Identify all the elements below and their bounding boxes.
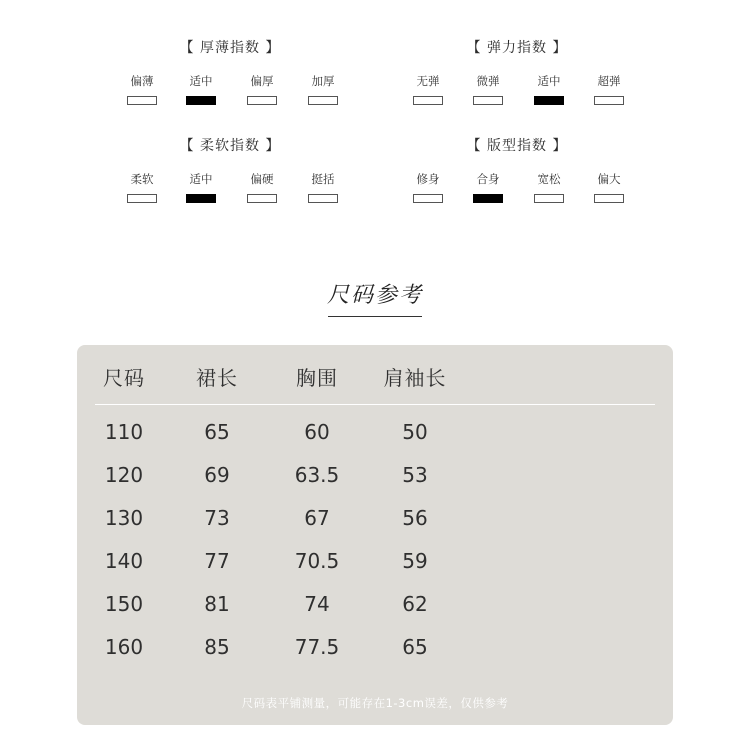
option-label: 偏薄 <box>130 74 154 88</box>
size-chart-table <box>77 345 673 725</box>
option-label: 挺括 <box>311 172 335 186</box>
table-cell: 81 <box>204 592 230 616</box>
column-header-size: 尺码 <box>103 366 145 390</box>
table-row <box>77 546 673 576</box>
option-label: 偏厚 <box>250 74 274 88</box>
table-cell: 67 <box>304 506 330 530</box>
header-divider <box>95 404 655 405</box>
option-indicator-selected <box>534 96 564 105</box>
table-cell: 150 <box>104 592 144 616</box>
option-indicator <box>308 96 338 105</box>
option-indicator <box>413 96 443 105</box>
elasticity-option <box>593 73 625 105</box>
option-indicator <box>127 194 157 203</box>
option-indicator-selected <box>186 96 216 105</box>
option-label: 合身 <box>476 172 500 186</box>
table-cell: 160 <box>104 635 144 659</box>
table-cell: 53 <box>402 463 428 487</box>
option-label: 加厚 <box>311 74 335 88</box>
table-cell: 120 <box>104 463 144 487</box>
elasticity-option <box>472 73 504 105</box>
table-cell: 77 <box>204 549 230 573</box>
softness-index-title: 【 柔软指数 】 <box>179 138 281 154</box>
option-indicator <box>413 194 443 203</box>
column-header-shoulder-sleeve: 肩袖长 <box>383 366 447 390</box>
option-indicator <box>127 96 157 105</box>
option-label: 无弹 <box>416 74 440 88</box>
table-cell: 62 <box>402 592 428 616</box>
thickness-option <box>246 73 278 105</box>
table-cell: 65 <box>204 420 230 444</box>
softness-option <box>307 171 339 203</box>
option-label: 适中 <box>189 172 213 186</box>
option-label: 微弹 <box>476 74 500 88</box>
table-cell: 59 <box>402 549 428 573</box>
elasticity-option <box>533 73 565 105</box>
option-label: 柔软 <box>130 172 154 186</box>
table-cell: 77.5 <box>294 635 340 659</box>
table-cell: 63.5 <box>294 463 340 487</box>
fit-option <box>593 171 625 203</box>
thickness-option <box>185 73 217 105</box>
table-row <box>77 460 673 490</box>
table-cell: 110 <box>104 420 144 444</box>
measurement-note: 尺码表平铺测量，可能存在1-3cm误差，仅供参考 <box>241 696 509 710</box>
fit-option <box>533 171 565 203</box>
option-label: 适中 <box>189 74 213 88</box>
heading-underline <box>328 316 422 317</box>
thickness-option <box>307 73 339 105</box>
option-indicator <box>308 194 338 203</box>
table-row <box>77 503 673 533</box>
option-label: 偏大 <box>597 172 621 186</box>
option-indicator <box>247 194 277 203</box>
table-cell: 74 <box>304 592 330 616</box>
option-indicator-selected <box>473 194 503 203</box>
option-label: 宽松 <box>537 172 561 186</box>
table-cell: 85 <box>204 635 230 659</box>
softness-option <box>126 171 158 203</box>
elasticity-index-title: 【 弹力指数 】 <box>466 40 568 56</box>
table-cell: 69 <box>204 463 230 487</box>
option-indicator <box>594 96 624 105</box>
table-cell: 60 <box>304 420 330 444</box>
thickness-option <box>126 73 158 105</box>
option-label: 适中 <box>537 74 561 88</box>
table-row <box>77 632 673 662</box>
thickness-index-title: 【 厚薄指数 】 <box>179 40 281 56</box>
fit-option <box>472 171 504 203</box>
softness-option <box>246 171 278 203</box>
fit-index-title: 【 版型指数 】 <box>466 138 568 154</box>
table-cell: 65 <box>402 635 428 659</box>
table-cell: 73 <box>204 506 230 530</box>
option-label: 超弹 <box>597 74 621 88</box>
table-row <box>77 589 673 619</box>
table-cell: 140 <box>104 549 144 573</box>
table-row <box>77 417 673 447</box>
softness-option <box>185 171 217 203</box>
table-header <box>77 363 673 393</box>
column-header-chest: 胸围 <box>296 366 338 390</box>
option-label: 偏硬 <box>250 172 274 186</box>
option-indicator-selected <box>186 194 216 203</box>
table-cell: 130 <box>104 506 144 530</box>
option-indicator <box>534 194 564 203</box>
table-cell: 56 <box>402 506 428 530</box>
fit-option <box>412 171 444 203</box>
table-cell: 50 <box>402 420 428 444</box>
option-indicator <box>594 194 624 203</box>
size-chart-heading: 尺码参考 <box>326 283 423 308</box>
option-indicator <box>473 96 503 105</box>
option-indicator <box>247 96 277 105</box>
option-label: 修身 <box>416 172 440 186</box>
column-header-skirt-length: 裙长 <box>196 366 238 390</box>
elasticity-option <box>412 73 444 105</box>
table-cell: 70.5 <box>294 549 340 573</box>
